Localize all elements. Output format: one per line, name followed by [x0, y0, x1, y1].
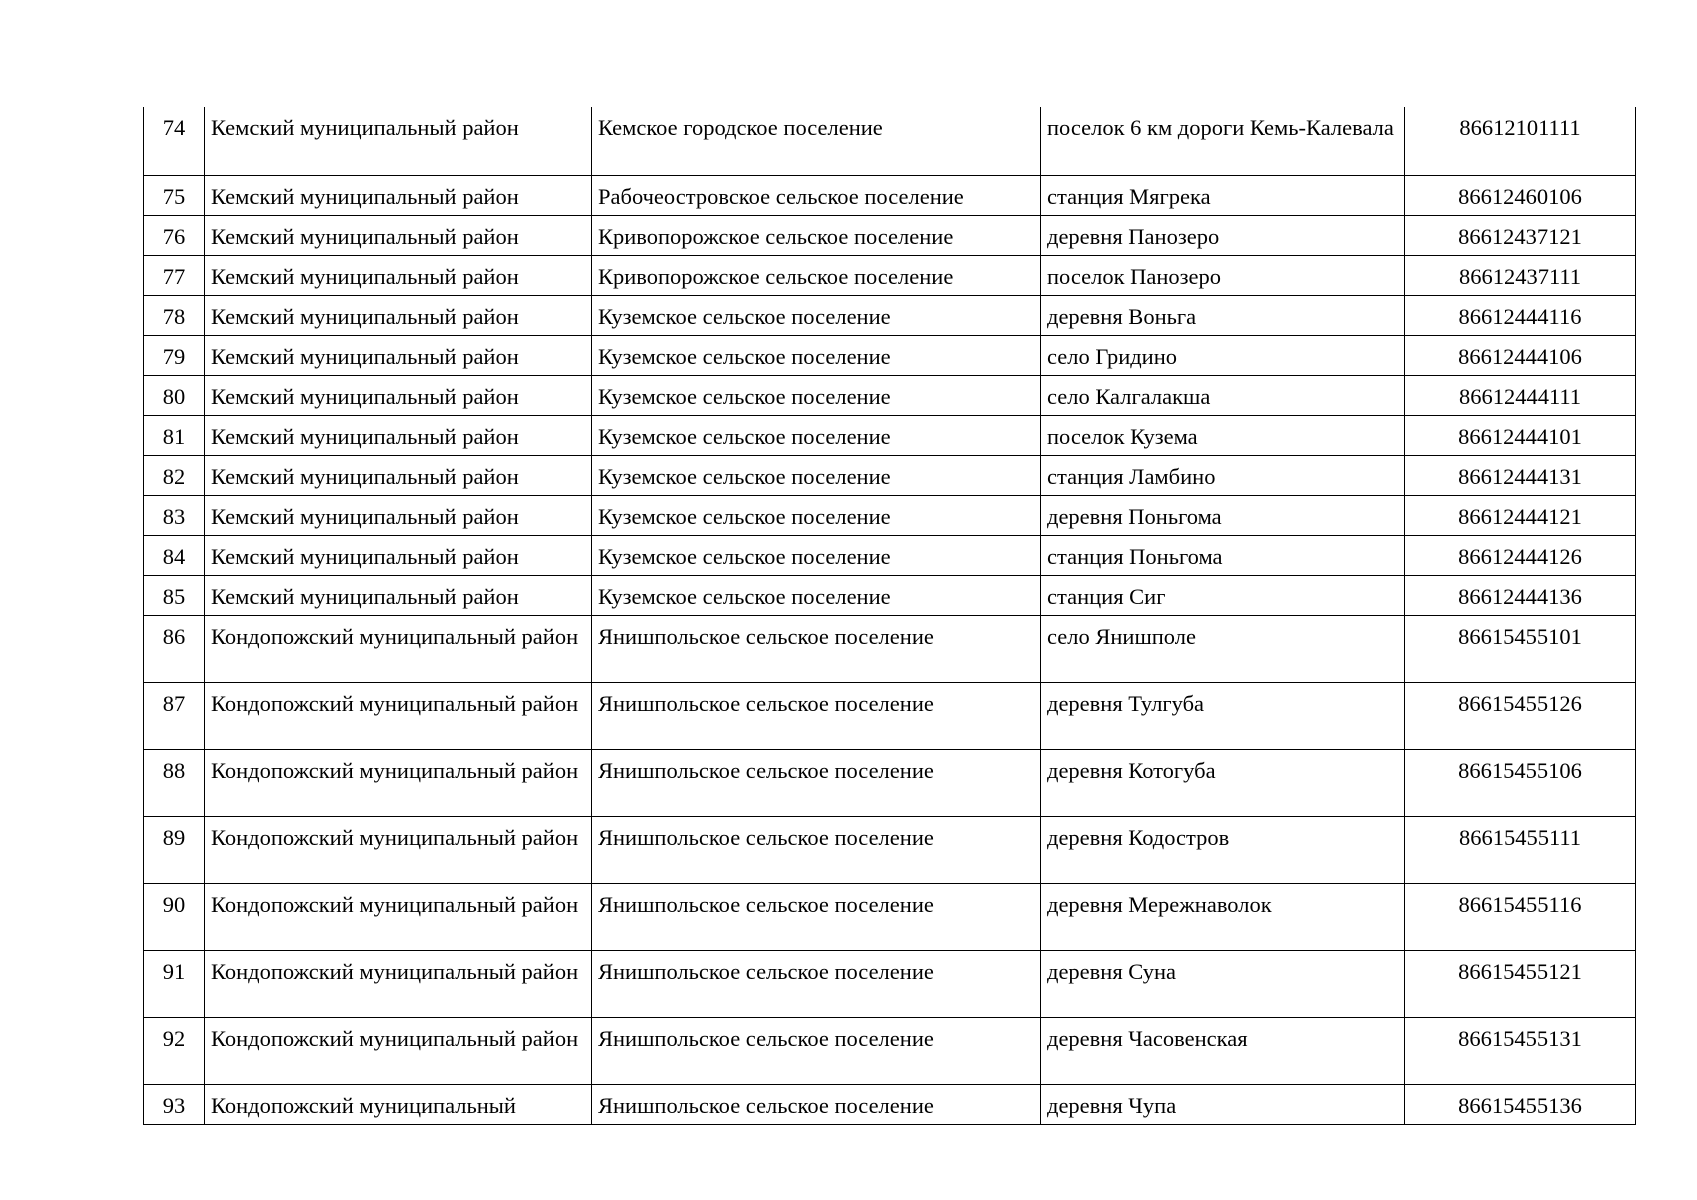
- settlement-cell: Куземское сельское поселение: [592, 535, 1041, 575]
- locality-cell: село Калгалакша: [1041, 375, 1405, 415]
- row-number-cell: 78: [144, 295, 205, 335]
- row-number-cell: 82: [144, 455, 205, 495]
- oktmo-code-cell: 86612437121: [1405, 215, 1636, 255]
- row-number-cell: 91: [144, 950, 205, 1017]
- locality-cell: поселок 6 км дороги Кемь-Калевала: [1041, 107, 1405, 175]
- district-cell: Кемский муниципальный район: [205, 375, 592, 415]
- settlement-cell: Куземское сельское поселение: [592, 335, 1041, 375]
- row-number-cell: 85: [144, 575, 205, 615]
- locality-cell: станция Поньгома: [1041, 535, 1405, 575]
- row-number-cell: 89: [144, 816, 205, 883]
- oktmo-code-cell: 86612444126: [1405, 535, 1636, 575]
- settlement-cell: Куземское сельское поселение: [592, 295, 1041, 335]
- table-row: [144, 175, 1636, 215]
- oktmo-code-cell: 86615455126: [1405, 682, 1636, 749]
- locality-cell: станция Сиг: [1041, 575, 1405, 615]
- locality-cell: деревня Чупа: [1041, 1084, 1405, 1124]
- oktmo-code-cell: 86615455106: [1405, 749, 1636, 816]
- district-cell: Кемский муниципальный район: [205, 495, 592, 535]
- oktmo-code-cell: 86612444111: [1405, 375, 1636, 415]
- locality-cell: деревня Кодостров: [1041, 816, 1405, 883]
- oktmo-code-cell: 86615455111: [1405, 816, 1636, 883]
- oktmo-code-cell: 86615455131: [1405, 1017, 1636, 1084]
- district-cell: Кемский муниципальный район: [205, 295, 592, 335]
- district-cell: Кемский муниципальный район: [205, 255, 592, 295]
- settlement-cell: Янишпольское сельское поселение: [592, 682, 1041, 749]
- district-cell: Кондопожский муниципальный район: [205, 749, 592, 816]
- settlement-cell: Куземское сельское поселение: [592, 375, 1041, 415]
- district-cell: Кемский муниципальный район: [205, 535, 592, 575]
- settlement-cell: Рабочеостровское сельское поселение: [592, 175, 1041, 215]
- table-row: [144, 335, 1636, 375]
- row-number-cell: 76: [144, 215, 205, 255]
- settlement-cell: Куземское сельское поселение: [592, 415, 1041, 455]
- oktmo-code-cell: 86612444116: [1405, 295, 1636, 335]
- settlement-cell: Янишпольское сельское поселение: [592, 749, 1041, 816]
- row-number-cell: 92: [144, 1017, 205, 1084]
- row-number-cell: 93: [144, 1084, 205, 1124]
- oktmo-code-cell: 86612437111: [1405, 255, 1636, 295]
- locality-cell: деревня Котогуба: [1041, 749, 1405, 816]
- district-cell: Кондопожский муниципальный район: [205, 682, 592, 749]
- locality-cell: деревня Тулгуба: [1041, 682, 1405, 749]
- district-cell: Кемский муниципальный район: [205, 215, 592, 255]
- oktmo-code-cell: 86615455121: [1405, 950, 1636, 1017]
- district-cell: Кондопожский муниципальный: [205, 1084, 592, 1124]
- settlement-cell: Кривопорожское сельское поселение: [592, 255, 1041, 295]
- settlement-cell: Кривопорожское сельское поселение: [592, 215, 1041, 255]
- table-row: [144, 375, 1636, 415]
- table-row: [144, 883, 1636, 950]
- row-number-cell: 81: [144, 415, 205, 455]
- settlement-cell: Куземское сельское поселение: [592, 455, 1041, 495]
- row-number-cell: 88: [144, 749, 205, 816]
- district-cell: Кондопожский муниципальный район: [205, 615, 592, 682]
- district-cell: Кемский муниципальный район: [205, 335, 592, 375]
- table-row: [144, 295, 1636, 335]
- table-row: [144, 455, 1636, 495]
- table-row: [144, 816, 1636, 883]
- table-row: [144, 255, 1636, 295]
- row-number-cell: 86: [144, 615, 205, 682]
- locality-cell: деревня Суна: [1041, 950, 1405, 1017]
- row-number-cell: 90: [144, 883, 205, 950]
- settlement-cell: Куземское сельское поселение: [592, 575, 1041, 615]
- locality-cell: село Янишполе: [1041, 615, 1405, 682]
- table-row: [144, 107, 1636, 175]
- district-cell: Кемский муниципальный район: [205, 575, 592, 615]
- locality-cell: деревня Часовенская: [1041, 1017, 1405, 1084]
- locality-cell: поселок Кузема: [1041, 415, 1405, 455]
- settlements-table-body: [144, 107, 1636, 1124]
- oktmo-code-cell: 86612444131: [1405, 455, 1636, 495]
- locality-cell: станция Мягрека: [1041, 175, 1405, 215]
- oktmo-code-cell: 86615455136: [1405, 1084, 1636, 1124]
- table-row: [144, 1017, 1636, 1084]
- oktmo-code-cell: 86612101111: [1405, 107, 1636, 175]
- settlements-table: [143, 107, 1636, 1125]
- row-number-cell: 74: [144, 107, 205, 175]
- row-number-cell: 83: [144, 495, 205, 535]
- oktmo-code-cell: 86612460106: [1405, 175, 1636, 215]
- settlement-cell: Янишпольское сельское поселение: [592, 950, 1041, 1017]
- table-row: [144, 950, 1636, 1017]
- district-cell: Кемский муниципальный район: [205, 455, 592, 495]
- table-row: [144, 535, 1636, 575]
- district-cell: Кондопожский муниципальный район: [205, 950, 592, 1017]
- oktmo-code-cell: 86615455101: [1405, 615, 1636, 682]
- row-number-cell: 84: [144, 535, 205, 575]
- table-row: [144, 215, 1636, 255]
- table-row: [144, 615, 1636, 682]
- row-number-cell: 75: [144, 175, 205, 215]
- oktmo-code-cell: 86612444106: [1405, 335, 1636, 375]
- locality-cell: поселок Панозеро: [1041, 255, 1405, 295]
- table-row: [144, 495, 1636, 535]
- table-row: [144, 682, 1636, 749]
- locality-cell: деревня Воньга: [1041, 295, 1405, 335]
- row-number-cell: 87: [144, 682, 205, 749]
- district-cell: Кемский муниципальный район: [205, 175, 592, 215]
- table-row: [144, 1084, 1636, 1124]
- oktmo-code-cell: 86612444101: [1405, 415, 1636, 455]
- district-cell: Кондопожский муниципальный район: [205, 816, 592, 883]
- settlement-cell: Янишпольское сельское поселение: [592, 615, 1041, 682]
- district-cell: Кемский муниципальный район: [205, 415, 592, 455]
- settlement-cell: Янишпольское сельское поселение: [592, 1017, 1041, 1084]
- oktmo-code-cell: 86612444121: [1405, 495, 1636, 535]
- row-number-cell: 79: [144, 335, 205, 375]
- table-row: [144, 575, 1636, 615]
- settlement-cell: Куземское сельское поселение: [592, 495, 1041, 535]
- district-cell: Кондопожский муниципальный район: [205, 1017, 592, 1084]
- oktmo-code-cell: 86615455116: [1405, 883, 1636, 950]
- table-row: [144, 415, 1636, 455]
- locality-cell: деревня Панозеро: [1041, 215, 1405, 255]
- row-number-cell: 77: [144, 255, 205, 295]
- district-cell: Кондопожский муниципальный район: [205, 883, 592, 950]
- table-row: [144, 749, 1636, 816]
- locality-cell: деревня Поньгома: [1041, 495, 1405, 535]
- settlement-cell: Янишпольское сельское поселение: [592, 883, 1041, 950]
- locality-cell: село Гридино: [1041, 335, 1405, 375]
- oktmo-code-cell: 86612444136: [1405, 575, 1636, 615]
- district-cell: Кемский муниципальный район: [205, 107, 592, 175]
- settlement-cell: Кемское городское поселение: [592, 107, 1041, 175]
- locality-cell: станция Ламбино: [1041, 455, 1405, 495]
- settlement-cell: Янишпольское сельское поселение: [592, 816, 1041, 883]
- settlement-cell: Янишпольское сельское поселение: [592, 1084, 1041, 1124]
- row-number-cell: 80: [144, 375, 205, 415]
- locality-cell: деревня Мережнаволок: [1041, 883, 1405, 950]
